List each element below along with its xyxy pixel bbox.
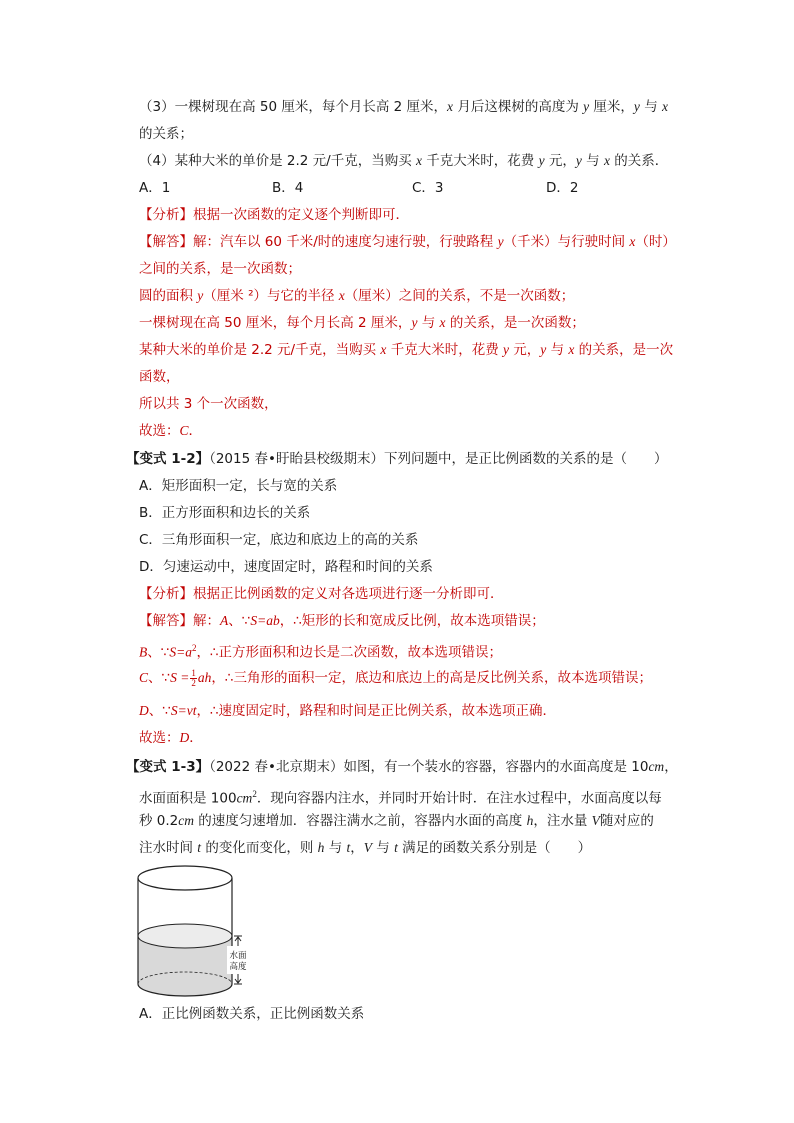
question-1-3-line1: 【变式 1-3】（2022 春•北京期末）如图，有一个装水的容器，容器内的水面高度是 10cm， (126, 759, 678, 775)
solution-2-d: D、∵S=vt，∴速度固定时，路程和时间是正比例关系，故本选项正确． (139, 703, 557, 719)
solution-1-line1: 【解答】解：汽车以 60 千米/时的速度匀速行驶，行驶路程 y（千米）与行驶时间 x（时） (139, 234, 676, 250)
solution-1-line4: 一棵树现在高 50 厘米，每个月长高 2 厘米，y 与 x 的关系，是一次函数； (139, 315, 585, 331)
solution-2-b: B、$\because S=a^2$，∴正方形面积和边长是二次函数，故本选项错误； (139, 643, 503, 661)
option-d: D．2 (546, 180, 579, 196)
fraction-one-half: $\frac{1}{2}$ (191, 667, 196, 688)
water-surface (138, 924, 232, 948)
answer-2: 故选：D． (139, 730, 203, 746)
q2-option-d: D．匀速运动中，速度固定时，路程和时间的关系 (139, 559, 433, 575)
question-1-3-line3: 秒 0.2cm 的速度匀速增加．容器注满水之前，容器内水面的高度 h，注水量 V随对应的 (139, 813, 654, 829)
water-container-figure (130, 862, 260, 1002)
analysis-1: 【分析】根据一次函数的定义逐个判断即可． (139, 207, 409, 223)
answer-1: 故选：C． (139, 423, 203, 439)
solution-1-line7: 所以共 3 个一次函数， (139, 396, 278, 412)
option-a: A．1 (139, 180, 171, 196)
water-height-label-row: 高度 (229, 962, 247, 972)
item-3-line: （3）一棵树现在高 50 厘米，每个月长高 2 厘米，x 月后这棵树的高度为 y 厘米，y 与 x (139, 99, 669, 115)
q3-option-a: A．正比例函数关系，正比例函数关系 (139, 1006, 365, 1022)
question-1-3-line4: 注水时间 t 的变化而变化，则 h 与 t，V 与 t 满足的函数关系分别是（ ） (139, 840, 592, 856)
analysis-2: 【分析】根据正比例函数的定义对各选项进行逐一分析即可． (139, 586, 504, 602)
solution-1-line2: 之间的关系，是一次函数； (139, 261, 301, 277)
solution-1-line6: 函数， (139, 369, 180, 385)
q2-option-b: B．正方形面积和边长的关系 (139, 505, 311, 521)
q2-option-c: C．三角形面积一定，底边和底边上的高的关系 (139, 532, 419, 548)
solution-2-a: 【解答】解：A、∵S=ab，∴矩形的长和宽成反比例，故本选项错误； (139, 613, 545, 629)
option-b: B．4 (272, 180, 304, 196)
question-1-2-stem: 【变式 1-2】（2015 春•盱眙县校级期末）下列问题中，是正比例函数的关系的是（ ） (126, 451, 668, 467)
solution-1-line3: 圆的面积 y（厘米 ²）与它的半径 x（厘米）之间的关系，不是一次函数； (139, 288, 575, 304)
container-rim (138, 866, 232, 890)
item-3-continuation: 的关系； (139, 126, 193, 142)
question-1-3-line2: 水面面积是 $100cm^2$．现向容器内注水，并同时开始计时．在注水过程中，水面高度以每 (139, 789, 662, 807)
solution-2-c: C、∵S = $\frac{1}{2}$ ah，∴三角形的面积一定，底边和底边上的高是反比例关系，故本选项错误； (139, 667, 652, 688)
q2-option-a: A．矩形面积一定，长与宽的关系 (139, 478, 338, 494)
option-c: C．3 (412, 180, 444, 196)
item-4-line: （4）某种大米的单价是 2.2 元/千克，当购买 x 千克大米时，花费 y 元，y 与 x 的关系． (139, 153, 669, 169)
water-height-label-row: 水面 (229, 951, 247, 961)
solution-1-line5: 某种大米的单价是 2.2 元/千克，当购买 x 千克大米时，花费 y 元，y 与 x 的关系，是一次 (139, 342, 674, 358)
